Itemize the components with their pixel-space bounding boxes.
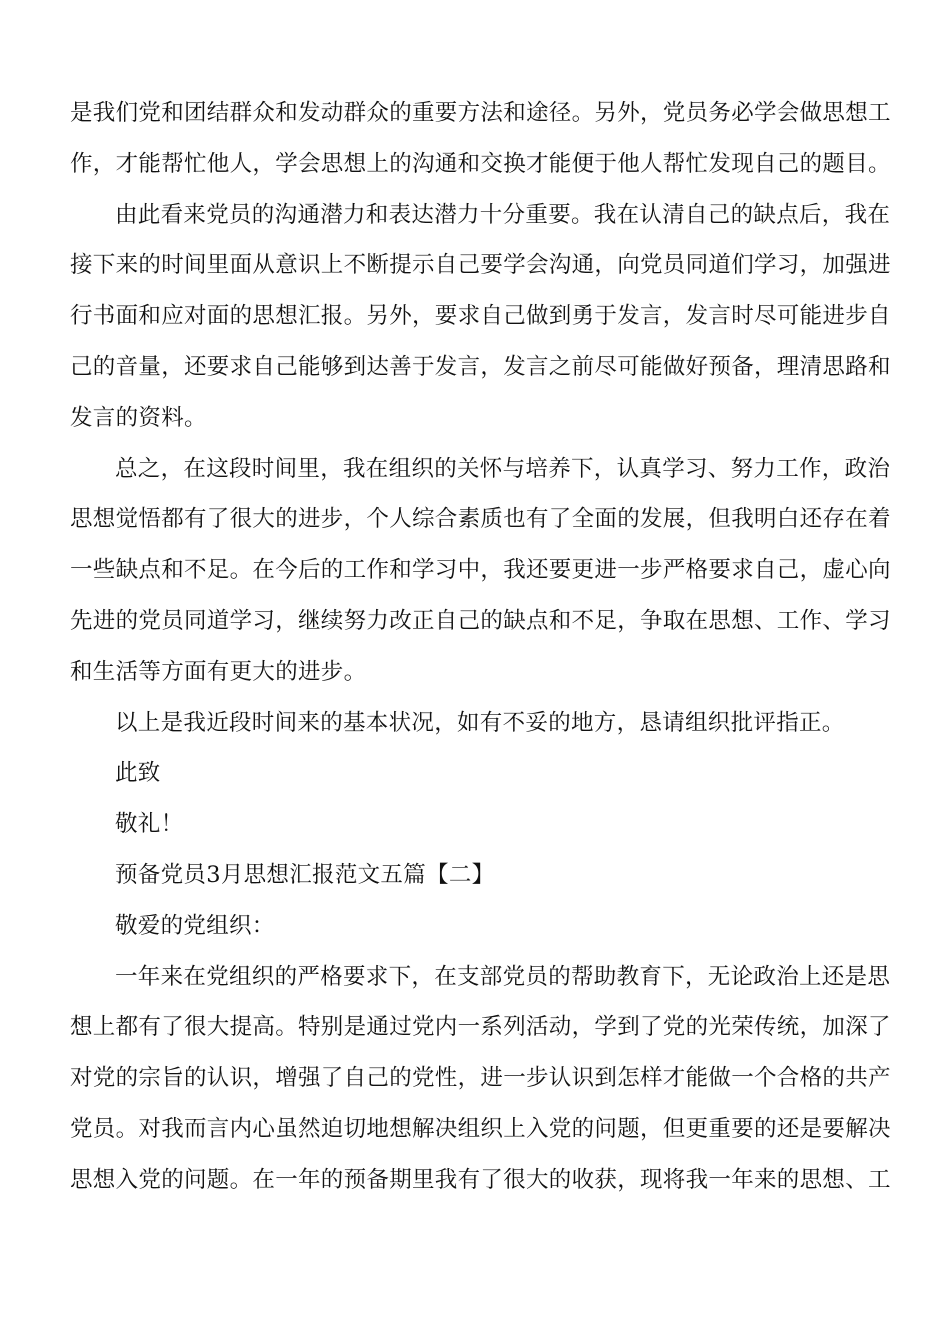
text-line: 作，才能帮忙他人，学会思想上的沟通和交换才能便于他人帮忙发现自己的题目。 [70,150,891,177]
section-title [70,850,882,901]
text-line: 想上都有了很大提高。特别是通过党内一系列活动，学到了党的光荣传统，加深了 [70,1014,891,1041]
paragraph-1 [70,88,891,190]
text-line: 思想觉悟都有了很大的进步，个人综合素质也有了全面的发展，但我明白还存在着 [70,506,891,533]
text-line: 发言的资料。 [70,404,207,431]
closing-regards [70,799,882,850]
text-line: 行书面和应对面的思想汇报。另外，要求自己做到勇于发言，发言时尽可能进步自 [70,303,891,330]
text-line: 总之，在这段时间里，我在组织的关怀与培养下，认真学习、努力工作，政治 [115,455,891,482]
text-line: 以上是我近段时间来的基本状况，如有不妥的地方，恳请组织批评指正。 [115,709,845,736]
text-line: 敬爱的党组织： [115,912,275,939]
text-line: 由此看来党员的沟通潜力和表达潜力十分重要。我在认清自己的缺点后，我在 [115,201,891,228]
closing-salutation [70,748,882,799]
greeting [70,901,882,952]
text-line: 对党的宗旨的认识，增强了自己的党性，进一步认识到怎样才能做一个合格的共产 [70,1065,891,1092]
text-line: 接下来的时间里面从意识上不断提示自己要学会沟通，向党员同道们学习，加强进 [70,252,891,279]
paragraph-9 [70,952,891,1206]
paragraph-3 [70,444,891,698]
text-line: 预备党员3月思想汇报范文五篇【二】 [115,861,495,888]
text-line: 一些缺点和不足。在今后的工作和学习中，我还要更进一步严格要求自己，虚心向 [70,557,891,584]
text-line: 思想入党的问题。在一年的预备期里我有了很大的收获，现将我一年来的思想、工 [70,1166,891,1193]
text-line: 敬礼！ [115,811,184,838]
text-line: 先进的党员同道学习，继续努力改正自己的缺点和不足，争取在思想、工作、学习 [70,607,891,634]
text-line: 一年来在党组织的严格要求下，在支部党员的帮助教育下，无论政治上还是思 [115,963,891,990]
paragraph-2 [70,190,891,444]
text-line: 己的音量，还要求自己能够到达善于发言，发言之前尽可能做好预备，理清思路和 [70,353,891,380]
paragraph-4 [70,698,882,749]
text-line: 和生活等方面有更大的进步。 [70,658,367,685]
text-line: 党员。对我而言内心虽然迫切地想解决组织上入党的问题，但更重要的还是要解决 [70,1115,891,1142]
text-line: 是我们党和团结群众和发动群众的重要方法和途径。另外，党员务必学会做思想工 [70,100,891,126]
document-body [70,88,891,1206]
text-line: 此致 [115,760,161,787]
